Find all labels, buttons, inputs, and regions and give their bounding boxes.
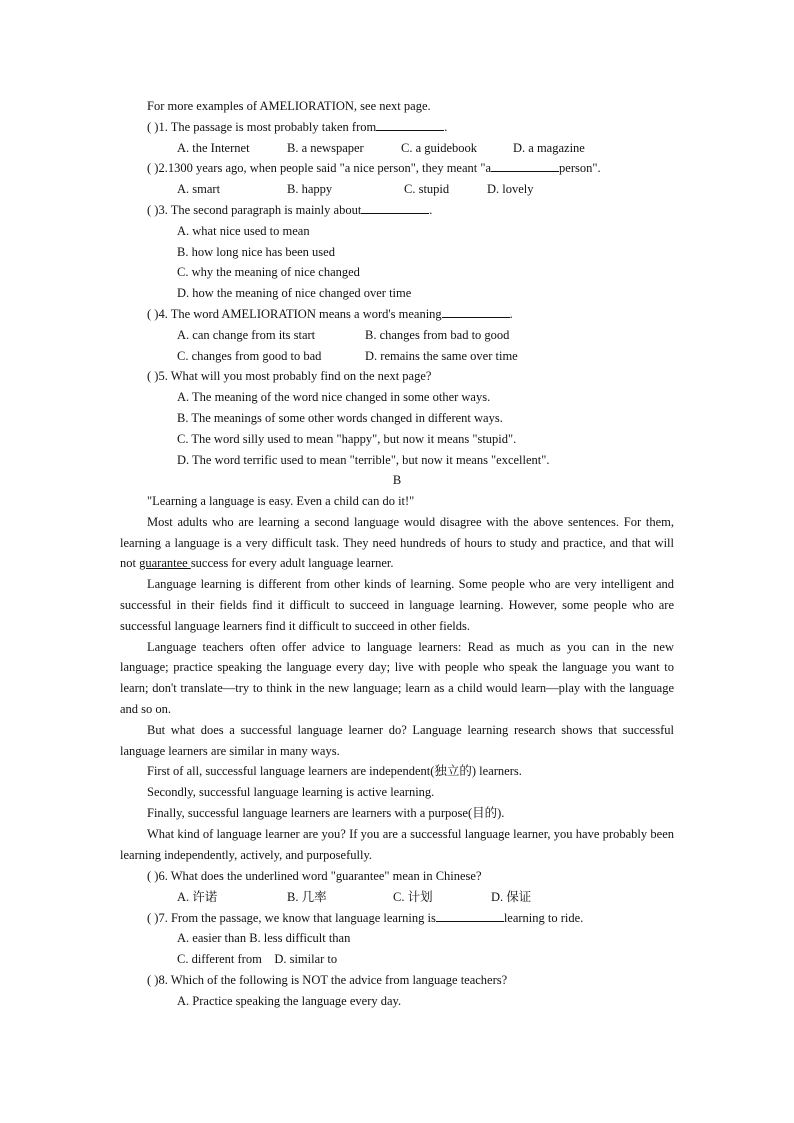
option: D. lovely [487, 182, 534, 197]
option: C. changes from good to bad [177, 348, 322, 363]
questions-1-5 [120, 96, 674, 491]
option: D. The word terrific used to mean "terrible", but now it means "excellent". [177, 452, 550, 467]
question-4: ( )4. The word AMELIORATION means a word's meaning . [147, 306, 513, 321]
option: D. remains the same over time [365, 348, 518, 363]
underlined-word: guarantee [139, 556, 191, 571]
option: C. why the meaning of nice changed [177, 265, 360, 280]
paragraph-7: Finally, successful language learners are learners with a purpose(目的). [147, 805, 505, 820]
question-6: ( )6. What does the underlined word "guarantee" mean in Chinese? [147, 869, 482, 883]
option: D. 保证 [491, 889, 532, 904]
option: A. what nice used to mean [177, 223, 310, 238]
question-4-options [120, 325, 674, 346]
option: A. Practice speaking the language every day. [177, 993, 402, 1008]
option: A. 许诺 [177, 889, 218, 904]
option: D. how the meaning of nice changed over time [177, 286, 412, 301]
option: A. the Internet [177, 140, 250, 155]
option: B. 几率 [287, 889, 327, 904]
option: B. happy [287, 182, 333, 197]
question-2-options [120, 179, 674, 200]
option: B. a newspaper [287, 140, 364, 155]
question-7: ( )7. From the passage, we know that language learning is learning to ride. [147, 910, 584, 925]
passage-quote: "Learning a language is easy. Even a child can do it!" [147, 494, 415, 508]
intro-line: For more examples of AMELIORATION, see next page. [147, 99, 431, 113]
option: A. can change from its start [177, 327, 316, 342]
question-7-options: C. different from D. similar to [177, 952, 338, 967]
question-5: ( )5. What will you most probably find on the next page? [147, 369, 432, 384]
option: B. changes from bad to good [365, 327, 510, 342]
question-3: ( )3. The second paragraph is mainly about . [147, 202, 433, 217]
option: A. smart [177, 182, 221, 197]
question-7-options: A. easier than B. less difficult than [177, 931, 351, 946]
option: B. The meanings of some other words changed in different ways. [177, 410, 503, 425]
paragraph-5: First of all, successful language learners are independent(独立的) learners. [147, 764, 522, 779]
option: C. The word silly used to mean "happy", but now it means "stupid". [177, 431, 517, 446]
option: C. a guidebook [401, 140, 478, 155]
answer-blank [491, 159, 559, 172]
passage-b [120, 491, 674, 865]
question-1: ( )1. The passage is most probably taken from . [147, 119, 448, 134]
answer-blank [376, 118, 444, 131]
paragraph-8: What kind of language learner are you? If you are a successful language learner, you have probably been learning independently, actively, and purposefully. [120, 826, 674, 862]
paragraph-1: Most adults who are learning a second language would disagree with the above sentences. For them, learning a language is a very difficult task. They need hundreds of hours to study and practice, and that will not guarantee success for every adult language learner. [120, 514, 674, 571]
questions-6-8 [120, 866, 674, 1012]
option: D. a magazine [513, 140, 585, 155]
answer-blank [436, 909, 504, 922]
option: A. The meaning of the word nice changed in some other ways. [177, 390, 491, 405]
question-4-options [120, 346, 674, 367]
paragraph-2: Language learning is different from other kinds of learning. Some people who are very intelligent and successful in their fields find it difficult to succeed in language learning. However, some people who are successful language learners find it difficult to succeed in other fields. [120, 577, 674, 633]
answer-blank [442, 305, 510, 318]
paragraph-6: Secondly, successful language learning is active learning. [147, 785, 435, 800]
question-8: ( )8. Which of the following is NOT the advice from language teachers? [147, 972, 508, 987]
question-2: ( )2.1300 years ago, when people said "a nice person", they meant "a person". [147, 161, 601, 176]
option: C. stupid [404, 182, 450, 197]
question-6-options [120, 887, 674, 908]
paragraph-3: Language teachers often offer advice to language learners: Read as much as you can in the new language; practice speaking the language every day; live with people who speak the language you want to learn; don't translate—try to think in the new language; learn as a child would learn—play with the language and so on. [120, 639, 674, 716]
section-heading: B [392, 473, 402, 488]
question-1-options [120, 138, 674, 159]
answer-blank [361, 201, 429, 214]
option: B. how long nice has been used [177, 244, 335, 259]
option: C. 计划 [393, 889, 433, 904]
paragraph-4: But what does a successful language learner do? Language learning research shows that successful language learners are similar in many ways. [120, 722, 674, 758]
